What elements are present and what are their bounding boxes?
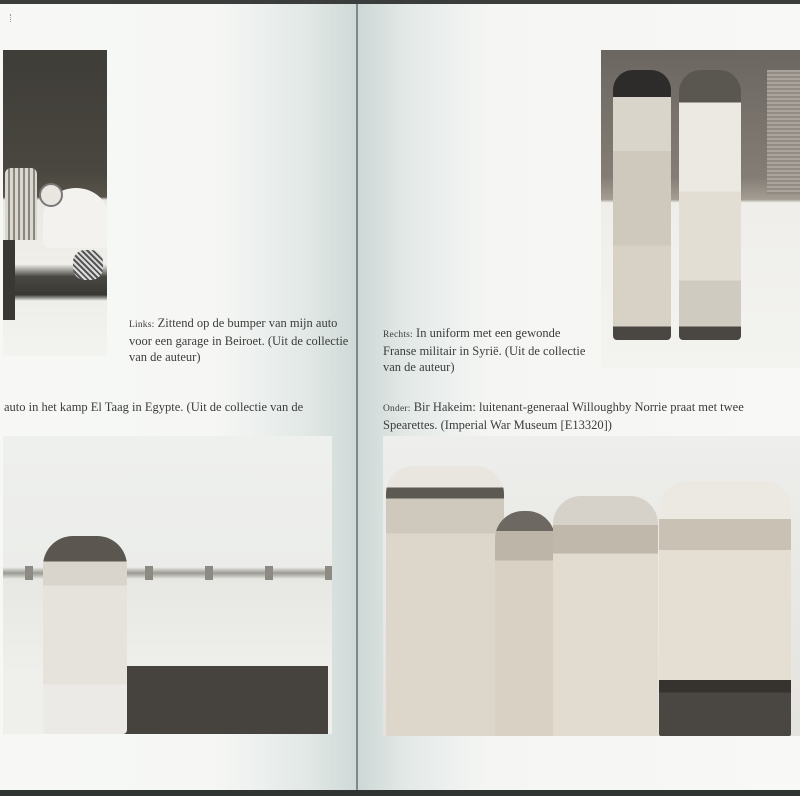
photo-detail-headlamp: [39, 183, 63, 207]
photo-detail-general: [386, 466, 504, 736]
photo-detail-shutter: [767, 70, 800, 194]
photo-car-bumper: [3, 50, 107, 356]
caption-lead: Links:: [129, 320, 155, 330]
photo-detail-leg: [3, 240, 15, 320]
photo-detail-spearette-1: [553, 496, 658, 736]
caption-right-bottom: [383, 399, 783, 433]
photo-detail-woman: [679, 70, 741, 340]
caption-text: Zittend op de bumper van mijn auto voor een garage in Beiroet. (Uit de collectie van de auteur): [129, 316, 349, 364]
caption-left-middle: [4, 399, 354, 415]
scan-bottom-edge: [0, 790, 800, 796]
caption-right-top: [383, 325, 593, 375]
photo-detail-person: [43, 536, 127, 734]
photo-detail-spearette-2: [659, 481, 791, 736]
caption-text: In uniform met een gewonde Franse militair in Syrië. (Uit de collectie van de auteur): [383, 326, 586, 374]
photo-detail-soldier: [613, 70, 671, 340]
photo-uniform-pair: [601, 50, 800, 368]
caption-lead: Rechts:: [383, 330, 413, 340]
photo-detail-grille: [5, 168, 37, 240]
photo-detail-tire: [73, 250, 103, 280]
photo-detail-vehicle: [113, 666, 328, 734]
book-spine: [356, 4, 358, 790]
page-mark: [10, 14, 15, 22]
caption-text: auto in het kamp El Taag in Egypte. (Uit de collectie van de: [4, 400, 304, 414]
caption-text: Bir Hakeim: luitenant-generaal Willoughby Norrie praat met twee Spearettes. (Imperial War Museum [E13320]): [383, 400, 744, 432]
photo-norrie-spearettes: [383, 436, 800, 736]
caption-lead: Onder:: [383, 404, 411, 414]
photo-detail-soldier: [495, 511, 555, 736]
caption-left-top: [129, 315, 354, 365]
photo-woman-beret: [3, 436, 332, 734]
